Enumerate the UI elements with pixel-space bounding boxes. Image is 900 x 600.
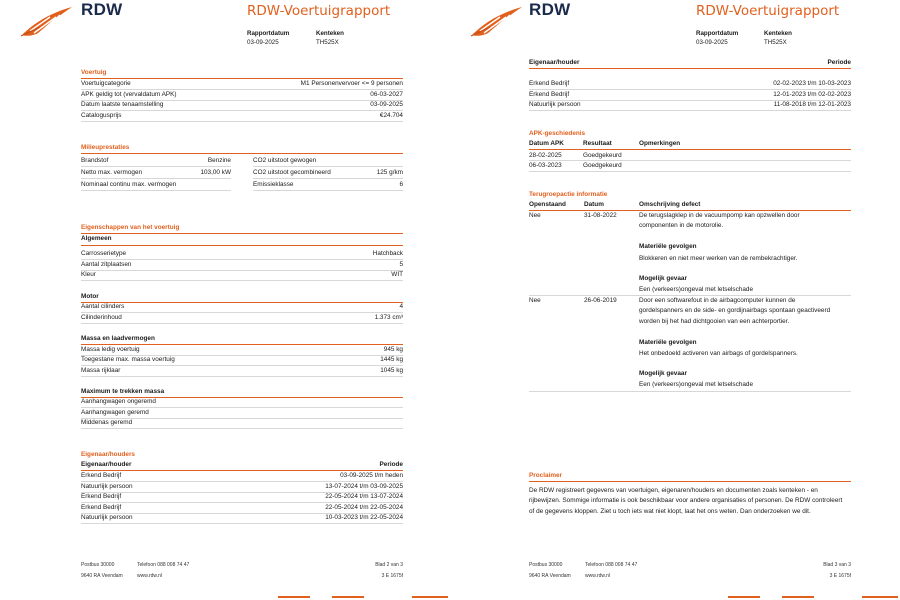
apk-date: 06-03-2023 <box>529 162 562 169</box>
row-label: Erkend Bedrijf <box>81 472 122 479</box>
table-row <box>81 249 403 260</box>
subsection-title-massa: Massa en laadvermogen <box>81 335 155 342</box>
footer-phone: Telefoon 088 008 74 47 <box>137 562 190 568</box>
row-value: Hatchback <box>372 250 403 257</box>
footer-code: 3 E 1675f <box>381 573 403 579</box>
table-row <box>529 100 851 111</box>
recall-description: De terugslagklep in de vacuumpomp kan opzwellen door componenten in de motorolie. <box>639 212 800 230</box>
footer-city: 9640 RA Veendam <box>529 573 571 579</box>
row-value: €24.704 <box>379 112 403 119</box>
brand-name: RDW <box>529 0 571 19</box>
rdw-logo-icon <box>470 5 524 39</box>
decorative-mark <box>332 596 364 598</box>
recall-gevolgen-title: Materiële gevolgen <box>639 243 697 250</box>
row-value: 4 <box>399 303 403 310</box>
row-value: 13-07-2024 t/m 03-09-2025 <box>325 483 403 490</box>
table-row <box>81 79 403 90</box>
decorative-mark <box>782 596 814 598</box>
row-label: Aantal cilinders <box>81 303 125 310</box>
plate-label: Kenteken <box>316 30 344 37</box>
report-date-value: 03-09-2025 <box>247 39 279 46</box>
page-footer <box>529 562 851 582</box>
row-label: Voertuigcategorie <box>81 80 131 87</box>
decorative-mark <box>412 596 448 598</box>
table-row <box>81 270 403 281</box>
plate-label: Kenteken <box>764 30 792 37</box>
footer-page-number: Blad 2 van 3 <box>375 562 403 568</box>
row-value: Benzine <box>207 157 231 164</box>
recall-gevaar-title: Mogelijk gevaar <box>639 275 687 282</box>
table-row <box>81 100 403 111</box>
column-header-recall-desc: Omschrijving defect <box>639 201 701 208</box>
row-label: CO2 uitstoot gewogen <box>253 157 317 164</box>
section-rule <box>81 153 403 154</box>
row-value: 22-05-2024 t/m 22-05-2024 <box>325 504 403 511</box>
section-title-apk: APK-geschiedenis <box>529 130 586 137</box>
recall-gevolgen: Blokkeren en niet meer werken van de rembekrachtiger. <box>639 255 798 262</box>
row-label: Erkend Bedrijf <box>529 80 570 87</box>
apk-result: Goedgekeurd <box>583 152 622 159</box>
row-value: 945 kg <box>383 346 403 353</box>
table-row <box>81 366 403 377</box>
row-label: CO2 uitstoot gecombineerd <box>253 169 331 176</box>
row-label: Brandstof <box>81 157 109 164</box>
report-page-3 <box>450 0 900 600</box>
plate <box>316 29 344 47</box>
row-value: 1445 kg <box>380 356 403 363</box>
decorative-mark <box>862 596 898 598</box>
row-label: Massa rijklaar <box>81 367 121 374</box>
row-label: Cilinderinhoud <box>81 314 122 321</box>
row-value: M1 Personenvervoer <= 9 personen <box>300 80 403 87</box>
plate-value: TH525X <box>316 39 339 46</box>
row-value: 6 <box>399 181 403 188</box>
section-rule <box>81 233 403 234</box>
row-label: Massa ledig voertuig <box>81 346 140 353</box>
row-value: 5 <box>399 261 403 268</box>
row-value: 06-03-2027 <box>370 91 403 98</box>
recall-gevolgen-title: Materiële gevolgen <box>639 339 697 346</box>
decorative-mark <box>278 596 310 598</box>
recall-open: Nee <box>529 212 541 219</box>
recall-gevaar: Een (verkeers)ongeval met letselschade <box>639 381 754 388</box>
section-title-proclaimer: Proclaimer <box>529 472 563 479</box>
footer-page-number: Blad 3 van 3 <box>823 562 851 568</box>
table-row <box>81 471 403 482</box>
column-header-recall-date: Datum <box>584 201 604 208</box>
column-header-recall-open: Openstaand <box>529 201 566 208</box>
column-header-apk-result: Resultaat <box>583 140 612 147</box>
section-rule <box>529 481 851 482</box>
row-label: Erkend Bedrijf <box>81 504 122 511</box>
column-header-owner: Eigenaar/houder <box>529 59 580 66</box>
row-value: 22-05-2024 t/m 13-07-2024 <box>325 493 403 500</box>
footer-code: 3 E 1675f <box>829 573 851 579</box>
row-label: Middenas geremd <box>81 419 133 426</box>
row-value: 11-08-2018 t/m 12-01-2023 <box>773 101 851 108</box>
row-value: 1045 kg <box>380 367 403 374</box>
table-row <box>81 408 403 419</box>
row-label: Aanhangwagen geremd <box>81 409 149 416</box>
row-value: 103,00 kW <box>200 169 231 176</box>
table-row <box>81 355 403 366</box>
column-header-period: Periode <box>827 59 851 66</box>
row-label: Aantal zitplaatsen <box>81 261 132 268</box>
subsection-title-motor: Motor <box>81 293 99 300</box>
subsection-rule <box>81 245 403 246</box>
footer-web: www.rdw.nl <box>585 573 611 579</box>
table-row <box>81 397 403 408</box>
rdw-logo-icon <box>20 5 74 39</box>
apk-result: Goedgekeurd <box>583 162 622 169</box>
row-label: Netto max. vermogen <box>81 169 143 176</box>
row-value: 03-09-2025 <box>370 101 403 108</box>
report-date <box>247 29 289 47</box>
apk-date: 28-02-2025 <box>529 152 562 159</box>
row-rule <box>529 160 851 161</box>
row-label: Natuurlijk persoon <box>81 483 133 490</box>
row-rule <box>529 391 851 392</box>
recall-description: Door een softwarefout in de airbagcomputer kunnen de gordelspanners en de side- en gordijnairbags spontaan geactiveerd worden bij het had dichtgooien van een achterportier. <box>639 297 831 325</box>
table-row <box>81 345 403 356</box>
recall-date: 31-08-2022 <box>584 212 617 219</box>
section-rule <box>529 149 851 150</box>
report-date-label: Rapportdatum <box>696 30 739 37</box>
row-label: Aanhangwagen ongeremd <box>81 398 156 405</box>
row-rule <box>81 178 231 179</box>
row-value: 1.373 cm³ <box>374 314 403 321</box>
row-rule <box>81 190 231 191</box>
row-rule <box>253 190 403 191</box>
section-rule <box>529 68 851 69</box>
table-row <box>81 111 403 122</box>
table-row <box>81 492 403 503</box>
decorative-mark <box>728 596 760 598</box>
row-rule <box>253 166 403 167</box>
table-row <box>81 90 403 101</box>
recall-gevaar-title: Mogelijk gevaar <box>639 370 687 377</box>
footer-postbus: Postbus 30000 <box>81 562 115 568</box>
footer-web: www.rdw.nl <box>137 573 163 579</box>
row-label: Natuurlijk persoon <box>81 514 133 521</box>
row-label: Kleur <box>81 271 96 278</box>
subsection-title-trekken: Maximum te trekken massa <box>81 388 165 395</box>
column-header-owner: Eigenaar/houder <box>81 461 132 468</box>
report-date-value: 03-09-2025 <box>696 39 728 46</box>
row-label: Erkend Bedrijf <box>529 91 570 98</box>
page-footer <box>81 562 403 582</box>
column-header-apk-notes: Opmerkingen <box>639 140 681 147</box>
recall-open: Nee <box>529 297 541 304</box>
plate <box>764 29 792 47</box>
table-row <box>81 503 403 514</box>
table-row <box>81 260 403 271</box>
row-value: 03-09-2025 t/m heden <box>340 472 403 479</box>
recall-date: 26-06-2019 <box>584 297 617 304</box>
plate-value: TH525X <box>764 39 787 46</box>
report-date-label: Rapportdatum <box>247 30 290 37</box>
row-value: 125 g/km <box>376 169 403 176</box>
recall-gevaar: Een (verkeers)ongeval met letselschade <box>639 286 754 293</box>
section-title-eigenaar: Eigenaar/houders <box>81 451 135 458</box>
table-row <box>529 90 851 101</box>
table-row <box>81 513 403 524</box>
row-label: Datum laatste tenaamstelling <box>81 101 164 108</box>
row-label: Nominaal continu max. vermogen <box>81 181 177 188</box>
section-title-eigenschappen: Eigenschappen van het voertuig <box>81 224 180 231</box>
row-rule <box>253 178 403 179</box>
recall-gevolgen: Het onbedoeld activeren van airbags of gordelspanners. <box>639 350 798 357</box>
table-row <box>81 482 403 493</box>
footer-phone: Telefoon 088 008 74 47 <box>585 562 638 568</box>
section-title-milieu: Milieuprestaties <box>81 144 130 151</box>
row-value: 12-01-2023 t/m 02-02-2023 <box>773 91 851 98</box>
footer-postbus: Postbus 30000 <box>529 562 563 568</box>
report-title: RDW-Voertuigrapport <box>696 3 840 19</box>
row-label: APK geldig tot (vervaldatum APK) <box>81 91 177 98</box>
row-label: Natuurlijk persoon <box>529 101 581 108</box>
brand-name: RDW <box>81 0 123 19</box>
subsection-title-algemeen: Algemeen <box>81 235 112 242</box>
footer-city: 9640 RA Veendam <box>81 573 123 579</box>
table-row <box>81 418 403 429</box>
column-header-period: Periode <box>379 461 403 468</box>
row-label: Carrosserietype <box>81 250 127 257</box>
row-label: Catalogusprijs <box>81 112 122 119</box>
report-date <box>696 29 738 47</box>
table-row <box>81 313 403 324</box>
row-value: WIT <box>391 271 403 278</box>
row-value: 10-03-2023 t/m 22-05-2024 <box>325 514 403 521</box>
section-title-voertuig: Voertuig <box>81 69 107 76</box>
row-rule <box>81 166 231 167</box>
table-row <box>81 302 403 313</box>
row-rule <box>529 171 851 172</box>
section-title-recall: Terugroepactie informatie <box>529 191 608 198</box>
row-value: 02-02-2023 t/m 10-03-2023 <box>773 80 851 87</box>
table-row <box>529 79 851 90</box>
column-header-apk-date: Datum APK <box>529 140 564 147</box>
row-label: Erkend Bedrijf <box>81 493 122 500</box>
report-title: RDW-Voertuigrapport <box>247 3 391 19</box>
row-label: Emissieklasse <box>253 181 294 188</box>
proclaimer-text: De RDW registreert gegevens van voertuigen, eigenaren/houders en documenten zoals kenteken - en rijbewijzen. Sommige informatie is ook beschikbaar voor andere organisaties of personen. De RDW controleert of de gegevens kloppen. Ziet u toch iets wat niet klopt, laat het ons weten. Dan onderzoeken we dit. <box>529 487 843 515</box>
row-label: Toegestane max. massa voertuig <box>81 356 175 363</box>
